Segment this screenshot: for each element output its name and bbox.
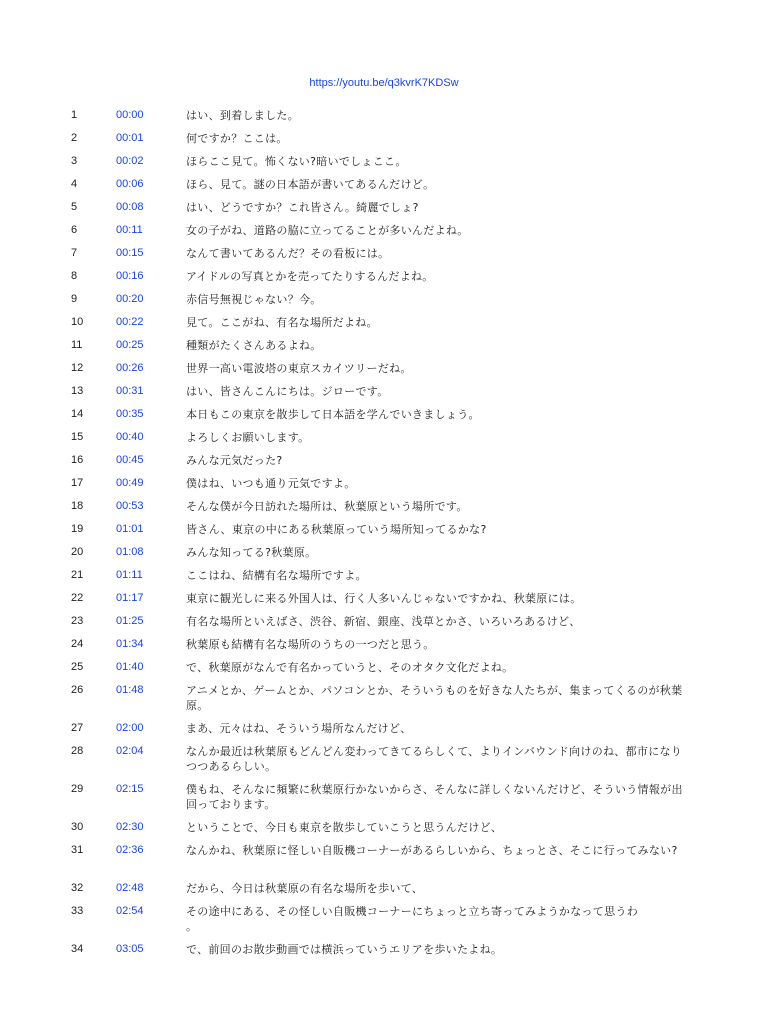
caption-text: 僕はね、いつも通り元気ですよ。 [186,477,356,490]
caption-text: まあ、元々はね、そういう場所なんだけど、 [186,722,412,735]
caption-text: 世界一高い電波塔の東京スカイツリーだね。 [186,362,412,375]
transcript-row [0,453,768,476]
transcript-row [0,881,768,904]
caption-text: ほらここ見て。怖くない?暗いでしょここ。 [186,155,407,168]
line-number: 22 [71,592,84,604]
caption-text: 僕もね、そんなに頻繁に秋葉原行かないからさ、そんなに詳しくないんだけど、そういう情報が出回っております。 [186,783,683,811]
line-number: 14 [71,408,84,420]
timestamp-link[interactable]: 00:06 [116,178,144,190]
line-number: 26 [71,684,84,696]
transcript-row [0,430,768,453]
line-number: 30 [71,821,84,833]
timestamp-link[interactable]: 00:40 [116,431,144,443]
timestamp-link[interactable]: 02:48 [116,882,144,894]
line-number: 25 [71,661,84,673]
timestamp-link[interactable]: 00:02 [116,155,144,167]
caption-text: ということで、今日も東京を散歩していこうと思うんだけど、 [186,821,503,834]
caption-text: 種類がたくさんあるよね。 [186,339,322,352]
caption-text: 本日もこの東京を散歩して日本語を学んでいきましょう。 [186,408,480,421]
timestamp-link[interactable]: 00:20 [116,293,144,305]
line-number: 18 [71,500,84,512]
line-number: 12 [71,362,84,374]
timestamp-link[interactable]: 00:16 [116,270,144,282]
caption-text: その途中にある、その怪しい自販機コーナーにちょっと立ち寄ってみようかなって思うわ 。 [186,905,638,933]
line-number: 24 [71,638,84,650]
timestamp-link[interactable]: 02:00 [116,722,144,734]
caption-text: 有名な場所といえばさ、渋谷、新宿、銀座、浅草とかさ、いろいろあるけど、 [186,615,581,628]
caption-text: アニメとか、ゲームとか、パソコンとか、そういうものを好きな人たちが、集まってくるのが秋葉原。 [186,684,683,712]
caption-text: ここはね、結構有名な場所ですよ。 [186,569,367,582]
transcript-row [0,177,768,200]
transcript-row [0,820,768,843]
caption-text: 赤信号無視じゃない？今。 [186,293,322,306]
timestamp-link[interactable]: 03:05 [116,943,144,955]
transcript-row [0,637,768,660]
transcript-row [0,407,768,430]
caption-text: よろしくお願いします。 [186,431,310,444]
caption-text: だから、今日は秋葉原の有名な場所を歩いて、 [186,882,424,895]
timestamp-link[interactable]: 01:40 [116,661,144,673]
line-number: 31 [71,844,84,856]
transcript-row [0,545,768,568]
timestamp-link[interactable]: 02:54 [116,905,144,917]
line-number: 11 [71,339,83,351]
transcript-row [0,246,768,269]
transcript-row [0,361,768,384]
caption-text: そんな僕が今日訪れた場所は、秋葉原という場所です。 [186,500,468,513]
timestamp-link[interactable]: 02:04 [116,745,144,757]
transcript-row [0,223,768,246]
line-number: 28 [71,745,84,757]
line-number: 32 [71,882,84,894]
timestamp-link[interactable]: 02:36 [116,844,144,856]
timestamp-link[interactable]: 02:30 [116,821,144,833]
transcript-row [0,292,768,315]
caption-text: アイドルの写真とかを売ってたりするんだよね。 [186,270,434,283]
transcript-row [0,200,768,223]
line-number: 1 [71,109,78,121]
timestamp-link[interactable]: 00:08 [116,201,144,213]
line-number: 29 [71,783,84,795]
transcript-row [0,338,768,361]
transcript-row [0,315,768,338]
timestamp-link[interactable]: 00:45 [116,454,144,466]
line-number: 8 [71,270,78,282]
transcript-list [0,108,768,965]
caption-text: みんな元気だった? [186,454,283,467]
timestamp-link[interactable]: 01:08 [116,546,144,558]
timestamp-link[interactable]: 01:34 [116,638,144,650]
transcript-row [0,591,768,614]
transcript-row [0,269,768,292]
timestamp-link[interactable]: 00:49 [116,477,144,489]
transcript-row [0,154,768,177]
line-number: 2 [71,132,78,144]
timestamp-link[interactable]: 00:31 [116,385,144,397]
caption-text: なんか最近は秋葉原もどんどん変わってきてるらしくて、よりインバウンド向けのね、都市になりつつあるらしい。 [186,745,683,773]
caption-text: なんて書いてあるんだ？その看板には。 [186,247,390,260]
line-number: 23 [71,615,84,627]
transcript-row [0,614,768,637]
timestamp-link[interactable]: 01:01 [116,523,144,535]
transcript-row [0,843,768,881]
line-number: 6 [71,224,78,236]
line-number: 4 [71,178,78,190]
line-number: 10 [71,316,84,328]
transcript-row [0,476,768,499]
caption-text: で、前回のお散歩動画では横浜っていうエリアを歩いたよね。 [186,943,503,956]
line-number: 20 [71,546,84,558]
caption-text: はい、皆さんこんにちは。ジローです。 [186,385,389,398]
video-url-link[interactable]: https://youtu.be/q3kvrK7KDSw [309,77,459,89]
line-number: 9 [71,293,78,305]
timestamp-link[interactable]: 01:25 [116,615,144,627]
line-number: 16 [71,454,84,466]
timestamp-link[interactable]: 00:11 [116,224,143,236]
transcript-row [0,384,768,407]
transcript-row [0,782,768,820]
line-number: 5 [71,201,78,213]
line-number: 33 [71,905,84,917]
caption-text: で、秋葉原がなんで有名かっていうと、そのオタク文化だよね。 [186,661,514,674]
line-number: 3 [71,155,78,167]
caption-text: みんな知ってる?秋葉原。 [186,546,317,559]
line-number: 19 [71,523,84,535]
transcript-row [0,568,768,591]
timestamp-link[interactable]: 00:35 [116,408,144,420]
caption-text: 秋葉原も結構有名な場所のうちの一つだと思う。 [186,638,435,651]
line-number: 27 [71,722,84,734]
timestamp-link[interactable]: 00:00 [116,109,144,121]
transcript-row [0,744,768,782]
transcript-row [0,108,768,131]
line-number: 21 [71,569,84,581]
timestamp-link[interactable]: 00:25 [116,339,144,351]
timestamp-link[interactable]: 01:11 [116,569,143,581]
caption-text: 何ですか？ここは。 [186,132,288,145]
timestamp-link[interactable]: 00:53 [116,500,144,512]
transcript-row [0,904,768,942]
timestamp-link[interactable]: 00:01 [116,132,144,144]
caption-text: なんかね、秋葉原に怪しい自販機コーナーがあるらしいから、ちょっとさ、そこに行ってみない? [186,844,678,857]
line-number: 15 [71,431,84,443]
timestamp-link[interactable]: 00:26 [116,362,144,374]
timestamp-link[interactable]: 00:15 [116,247,144,259]
caption-text: 女の子がね、道路の脇に立ってることが多いんだよね。 [186,224,469,237]
transcript-row [0,522,768,545]
transcript-row [0,942,768,965]
transcript-row [0,131,768,154]
line-number: 7 [71,247,78,259]
caption-text: 皆さん、東京の中にある秋葉原っていう場所知ってるかな? [186,523,487,536]
caption-text: 見て。ここがね、有名な場所だよね。 [186,316,378,329]
line-number: 13 [71,385,84,397]
line-number: 17 [71,477,84,489]
caption-text: はい、到着しました。 [186,109,299,122]
timestamp-link[interactable]: 01:48 [116,684,144,696]
line-number: 34 [71,943,84,955]
caption-text: 東京に観光しに来る外国人は、行く人多いんじゃないですかね、秋葉原には。 [186,592,582,605]
timestamp-link[interactable]: 02:15 [116,783,144,795]
caption-text: はい、どうですか？これ皆さん。綺麗でしょ? [186,201,419,214]
transcript-row [0,660,768,683]
timestamp-link[interactable]: 00:22 [116,316,144,328]
timestamp-link[interactable]: 01:17 [116,592,144,604]
transcript-row [0,721,768,744]
caption-text: ほら、見て。謎の日本語が書いてあるんだけど。 [186,178,435,191]
transcript-row [0,499,768,522]
transcript-row [0,683,768,721]
